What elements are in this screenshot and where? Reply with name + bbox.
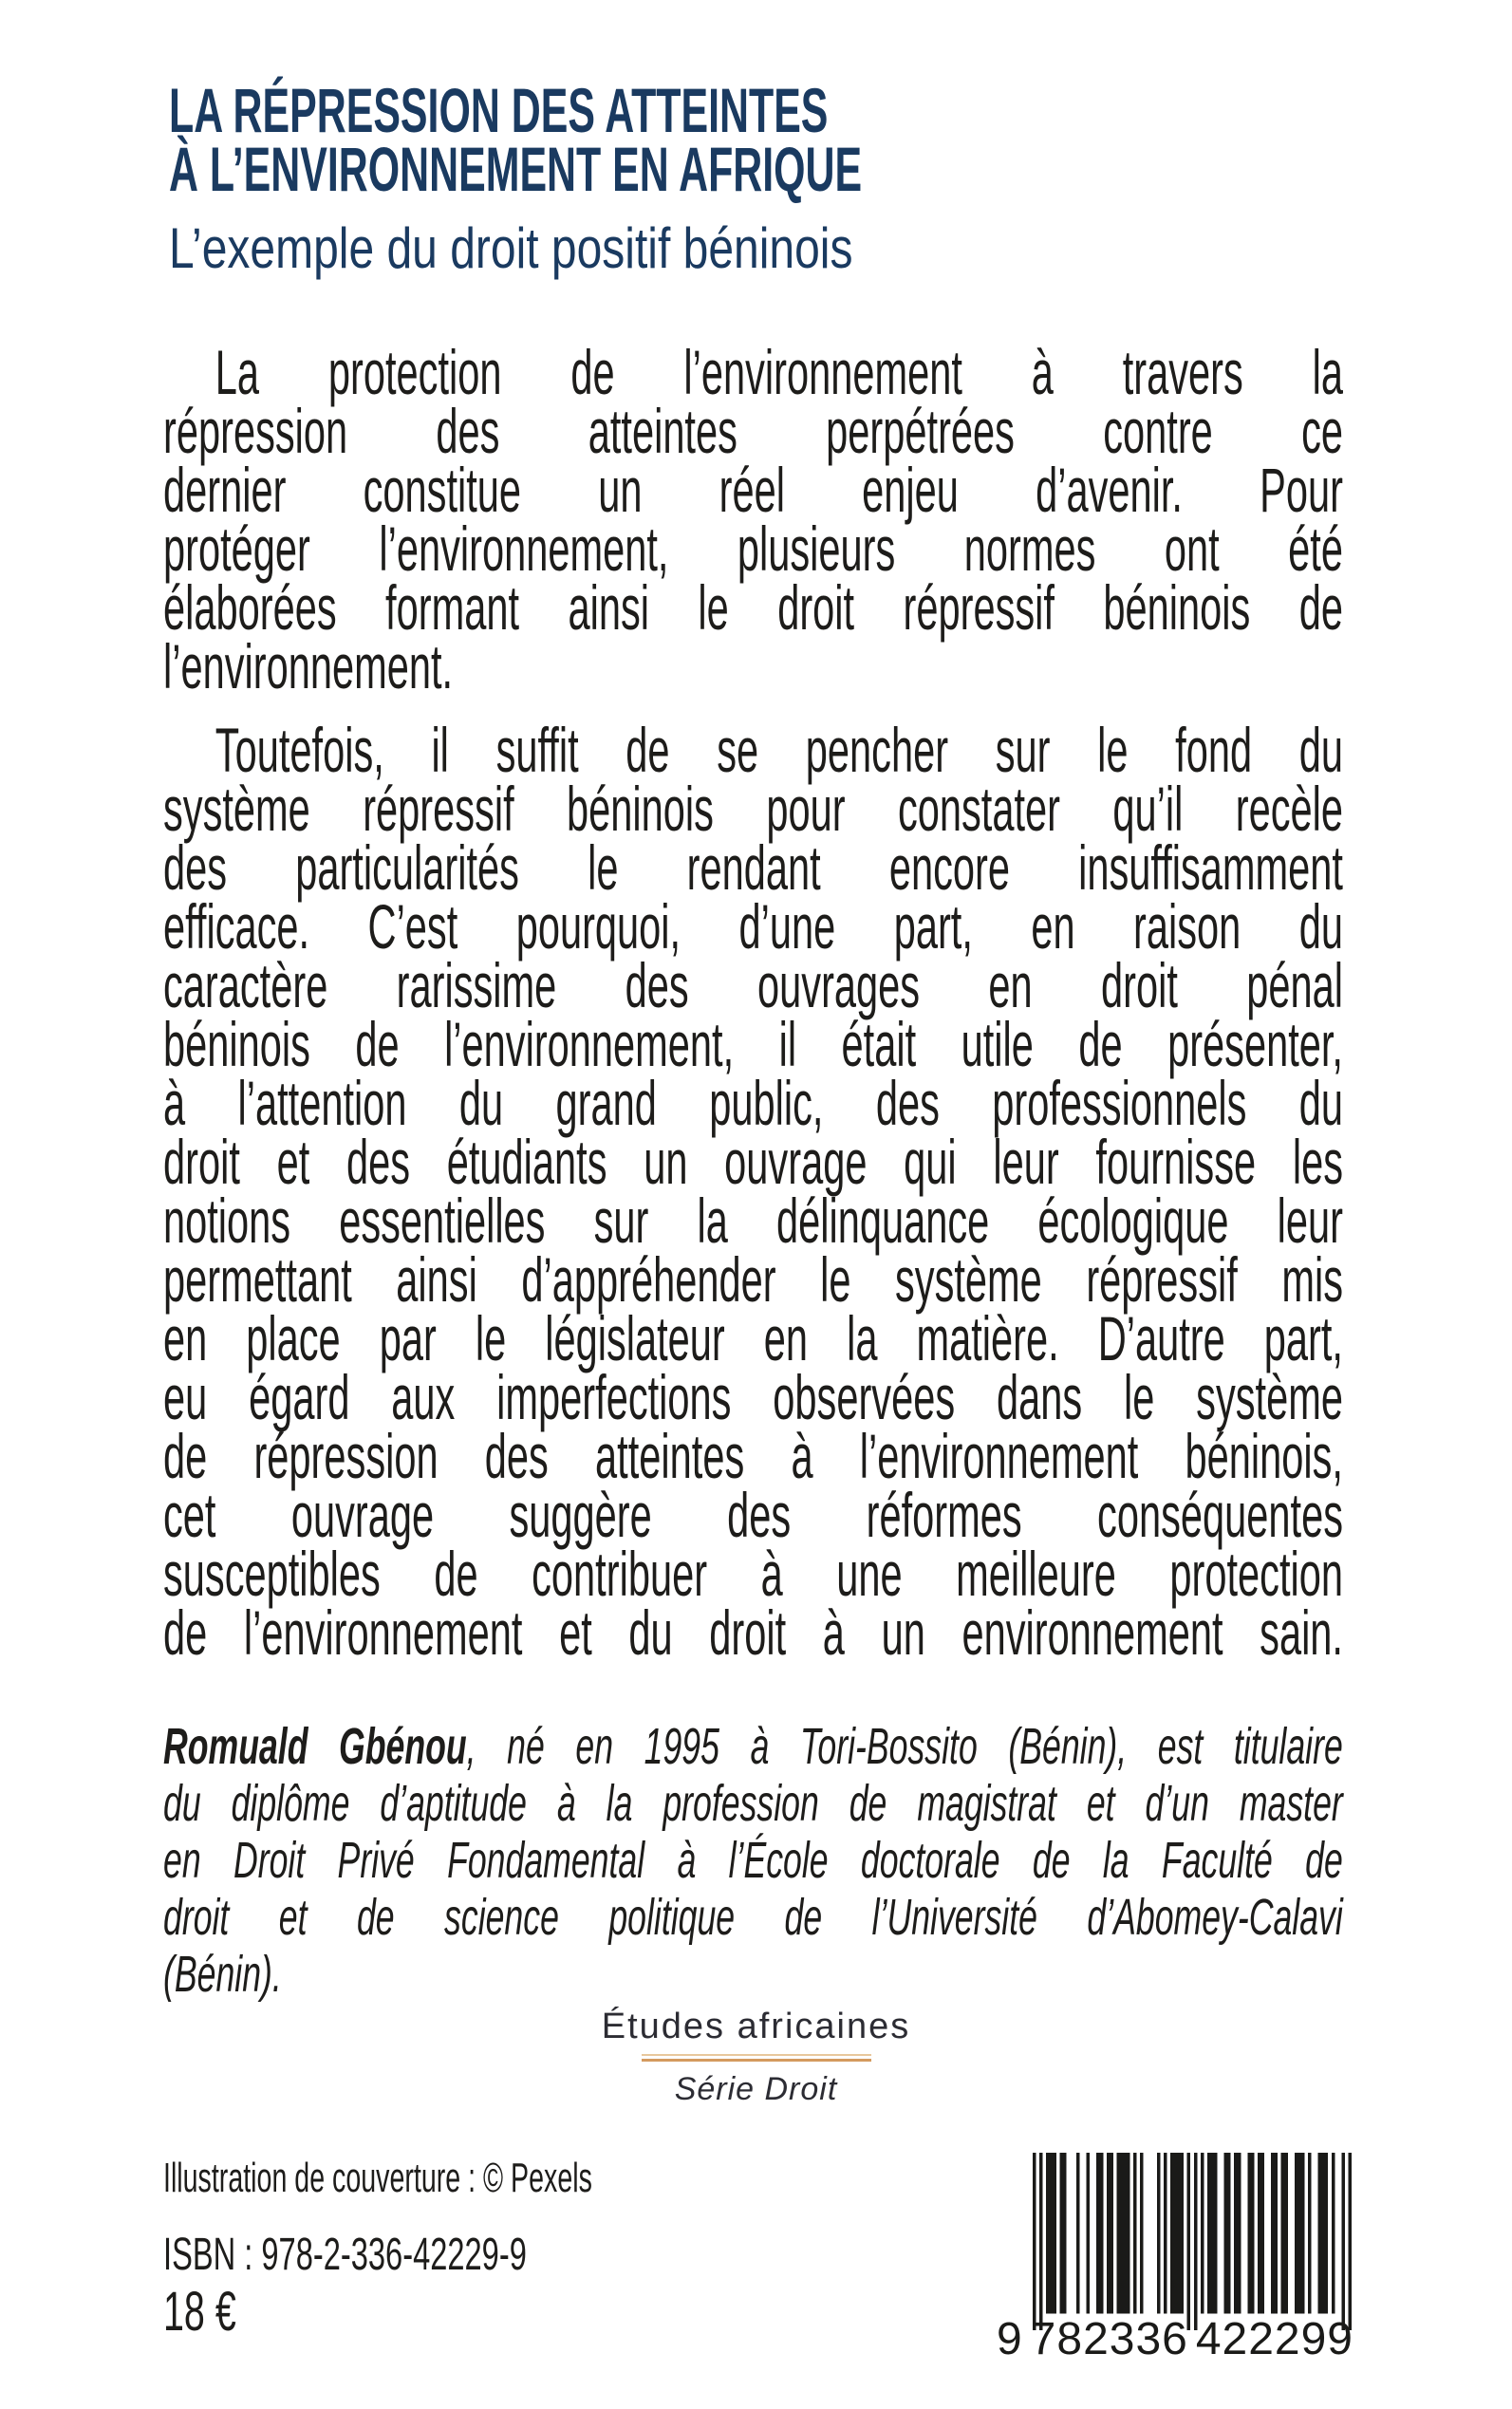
text-line: à l’attention du grand public, des professionnels du bbox=[163, 1068, 1343, 1138]
author-name: Romuald Gbénou bbox=[163, 1718, 467, 1775]
text-line: permettant ainsi d’appréhender le système répressif mis bbox=[163, 1244, 1343, 1315]
barcode-bars bbox=[1033, 2153, 1352, 2330]
author-bio bbox=[163, 1718, 1343, 2003]
text-line: de répression des atteintes à l’environnement béninois, bbox=[163, 1421, 1343, 1491]
text-line: répression des atteintes perpétrées contre ce bbox=[163, 396, 1343, 466]
text-line: du diplôme d’aptitude à la profession de magistrat et d’un master bbox=[163, 1775, 1343, 1832]
text-line: en Droit Privé Fondamental à l’École doctorale de la Faculté de bbox=[163, 1832, 1343, 1889]
text-line: Toutefois, il suffit de se pencher sur le fond du bbox=[215, 715, 1343, 785]
collection-block bbox=[0, 2005, 1512, 2108]
collection-name: Études africaines bbox=[601, 2007, 911, 2046]
text-line: caractère rarissime des ouvrages en droit pénal bbox=[163, 950, 1343, 1020]
isbn: ISBN : 978-2-336-42229-9 bbox=[163, 2230, 527, 2280]
title-line-1: LA RÉPRESSION DES ATTEINTES bbox=[169, 75, 829, 145]
text-line: efficace. C’est pourquoi, d’une part, en raison du bbox=[163, 891, 1343, 962]
text-line: cet ouvrage suggère des réformes conséquentes bbox=[163, 1480, 1343, 1550]
text-line: dernier constitue un réel enjeu d’avenir. Pour bbox=[163, 455, 1343, 525]
barcode-digits: 9 782336 422299 bbox=[997, 2314, 1353, 2364]
text-line: susceptibles de contribuer à une meilleure protection bbox=[163, 1539, 1343, 1609]
text-line: La protection de l’environnement à travers la bbox=[215, 337, 1343, 407]
text-line: l’environnement. bbox=[163, 631, 454, 701]
book-title bbox=[169, 75, 1235, 204]
barcode bbox=[997, 2153, 1357, 2364]
text-line: système répressif béninois pour constater qu’il recèle bbox=[163, 774, 1343, 844]
synopsis-paragraph-1 bbox=[163, 337, 1343, 701]
text-line: droit et des étudiants un ouvrage qui leur fournisse les bbox=[163, 1127, 1343, 1197]
book-subtitle: L’exemple du droit positif béninois bbox=[169, 216, 853, 280]
text-line: notions essentielles sur la délinquance écologique leur bbox=[163, 1186, 1343, 1256]
text-line: en place par le législateur en la matière. D’autre part, bbox=[163, 1303, 1343, 1373]
text-line: de l’environnement et du droit à un environnement sain. bbox=[163, 1597, 1343, 1668]
title-line-2: À L’ENVIRONNEMENT EN AFRIQUE bbox=[169, 134, 863, 204]
bio-lines bbox=[163, 1775, 1343, 2003]
title-block bbox=[169, 75, 1235, 280]
synopsis-paragraph-2 bbox=[163, 715, 1343, 1668]
text-line: (Bénin). bbox=[163, 1946, 282, 2003]
cover-credit: Illustration de couverture : © Pexels bbox=[163, 2155, 592, 2201]
text-line: eu égard aux imperfections observées dans le système bbox=[163, 1362, 1343, 1432]
text-line: béninois de l’environnement, il était utile de présenter, bbox=[163, 1009, 1343, 1079]
text-line: élaborées formant ainsi le droit répressif béninois de bbox=[163, 572, 1343, 643]
collection-series: Série Droit bbox=[674, 2071, 838, 2107]
text-line: droit et de science politique de l’Université d’Abomey-Calavi bbox=[163, 1889, 1343, 1946]
text-line: protéger l’environnement, plusieurs normes ont été bbox=[163, 514, 1343, 584]
bio-line-1: Romuald Gbénou, né en 1995 à Tori-Bossito (Bénin), est titulaire bbox=[163, 1718, 1343, 1775]
synopsis bbox=[163, 337, 1343, 1668]
collection-divider bbox=[642, 2054, 871, 2062]
price: 18 € bbox=[163, 2281, 236, 2343]
text-line: des particularités le rendant encore insuffisamment bbox=[163, 832, 1343, 903]
